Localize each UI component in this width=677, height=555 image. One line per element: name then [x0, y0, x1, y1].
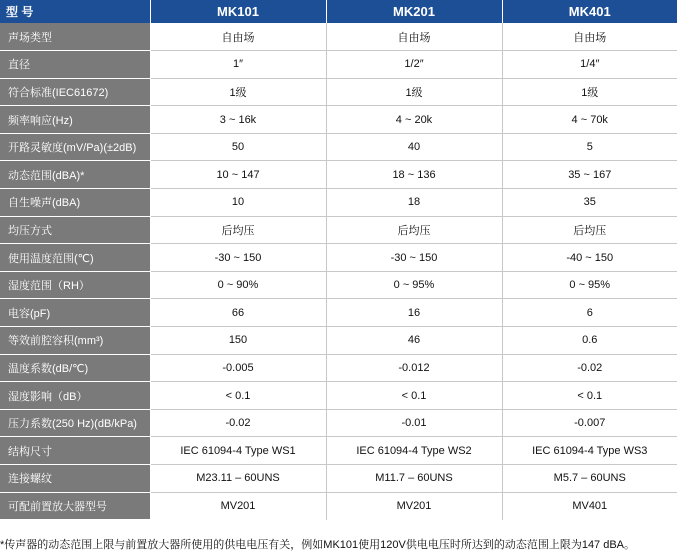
param-value: 后均压 [150, 216, 326, 244]
param-value: 5 [502, 133, 677, 161]
table-row [0, 23, 677, 51]
param-value: -0.012 [326, 354, 502, 382]
param-name: 电容(pF) [0, 299, 150, 327]
param-value: IEC 61094-4 Type WS2 [326, 437, 502, 465]
table-row [0, 51, 677, 79]
param-value: -0.02 [150, 409, 326, 437]
param-name: 温度系数(dB/℃) [0, 354, 150, 382]
param-value: 1级 [326, 78, 502, 106]
param-value: MV401 [502, 492, 677, 520]
footnote: *传声器的动态范围上限与前置放大器所使用的供电电压有关，例如MK101使用120V供电电压时所达到的动态范围上限为147 dBA。 [0, 539, 636, 551]
param-name: 使用温度范围(℃) [0, 244, 150, 272]
param-value: -0.007 [502, 409, 677, 437]
param-name: 湿度影响（dB） [0, 382, 150, 410]
table-row [0, 437, 677, 465]
param-name: 开路灵敏度(mV/Pa)(±2dB) [0, 133, 150, 161]
param-value: 1/2″ [326, 51, 502, 79]
param-value: 16 [326, 299, 502, 327]
header-model: MK401 [502, 0, 677, 23]
param-value: 0 ~ 95% [502, 271, 677, 299]
param-value: -30 ~ 150 [326, 244, 502, 272]
param-value: MV201 [326, 492, 502, 520]
param-value: 自由场 [326, 23, 502, 51]
param-value: 18 [326, 189, 502, 217]
param-name: 湿度范围（RH） [0, 271, 150, 299]
param-value: < 0.1 [502, 382, 677, 410]
param-value: < 0.1 [150, 382, 326, 410]
param-value: 18 ~ 136 [326, 161, 502, 189]
table-row [0, 327, 677, 355]
param-value: IEC 61094-4 Type WS1 [150, 437, 326, 465]
param-value: 4 ~ 70k [502, 106, 677, 134]
table-row [0, 465, 677, 493]
param-value: 0.6 [502, 327, 677, 355]
table-row [0, 133, 677, 161]
param-name: 压力系数(250 Hz)(dB/kPa) [0, 409, 150, 437]
param-name: 自生噪声(dBA) [0, 189, 150, 217]
param-name: 结构尺寸 [0, 437, 150, 465]
param-value: 后均压 [502, 216, 677, 244]
param-value: 后均压 [326, 216, 502, 244]
param-value: M5.7 – 60UNS [502, 465, 677, 493]
table-row [0, 78, 677, 106]
param-value: -30 ~ 150 [150, 244, 326, 272]
param-value: 3 ~ 16k [150, 106, 326, 134]
param-value: 0 ~ 90% [150, 271, 326, 299]
param-value: -40 ~ 150 [502, 244, 677, 272]
header-param: 型 号 [0, 0, 150, 23]
table-row [0, 244, 677, 272]
table-row [0, 382, 677, 410]
param-value: 46 [326, 327, 502, 355]
param-value: -0.005 [150, 354, 326, 382]
param-value: 50 [150, 133, 326, 161]
table-body [0, 23, 677, 520]
param-value: M11.7 – 60UNS [326, 465, 502, 493]
param-value: 6 [502, 299, 677, 327]
param-value: 35 [502, 189, 677, 217]
table-row [0, 189, 677, 217]
param-value: M23.11 – 60UNS [150, 465, 326, 493]
table-row [0, 354, 677, 382]
param-value: -0.01 [326, 409, 502, 437]
param-name: 等效前腔容积(mm³) [0, 327, 150, 355]
param-name: 动态范围(dBA)* [0, 161, 150, 189]
param-value: 10 [150, 189, 326, 217]
param-name: 连接螺纹 [0, 465, 150, 493]
table-row [0, 492, 677, 520]
header-model: MK101 [150, 0, 326, 23]
table-row [0, 216, 677, 244]
table-row [0, 409, 677, 437]
param-value: 1/4″ [502, 51, 677, 79]
param-name: 直径 [0, 51, 150, 79]
param-value: 1级 [150, 78, 326, 106]
param-name: 频率响应(Hz) [0, 106, 150, 134]
param-value: 自由场 [502, 23, 677, 51]
table-row [0, 161, 677, 189]
param-value: 1级 [502, 78, 677, 106]
param-value: < 0.1 [326, 382, 502, 410]
param-value: -0.02 [502, 354, 677, 382]
param-value: MV201 [150, 492, 326, 520]
table-header [0, 0, 677, 23]
table-row [0, 299, 677, 327]
param-name: 符合标准(IEC61672) [0, 78, 150, 106]
param-value: 0 ~ 95% [326, 271, 502, 299]
param-value: 40 [326, 133, 502, 161]
param-name: 均压方式 [0, 216, 150, 244]
param-value: 1″ [150, 51, 326, 79]
param-value: 150 [150, 327, 326, 355]
header-row [0, 0, 677, 23]
param-value: 66 [150, 299, 326, 327]
param-value: 4 ~ 20k [326, 106, 502, 134]
table-row [0, 106, 677, 134]
header-model: MK201 [326, 0, 502, 23]
param-value: 10 ~ 147 [150, 161, 326, 189]
param-name: 可配前置放大器型号 [0, 492, 150, 520]
param-name: 声场类型 [0, 23, 150, 51]
param-value: 35 ~ 167 [502, 161, 677, 189]
param-value: 自由场 [150, 23, 326, 51]
table-row [0, 271, 677, 299]
param-value: IEC 61094-4 Type WS3 [502, 437, 677, 465]
